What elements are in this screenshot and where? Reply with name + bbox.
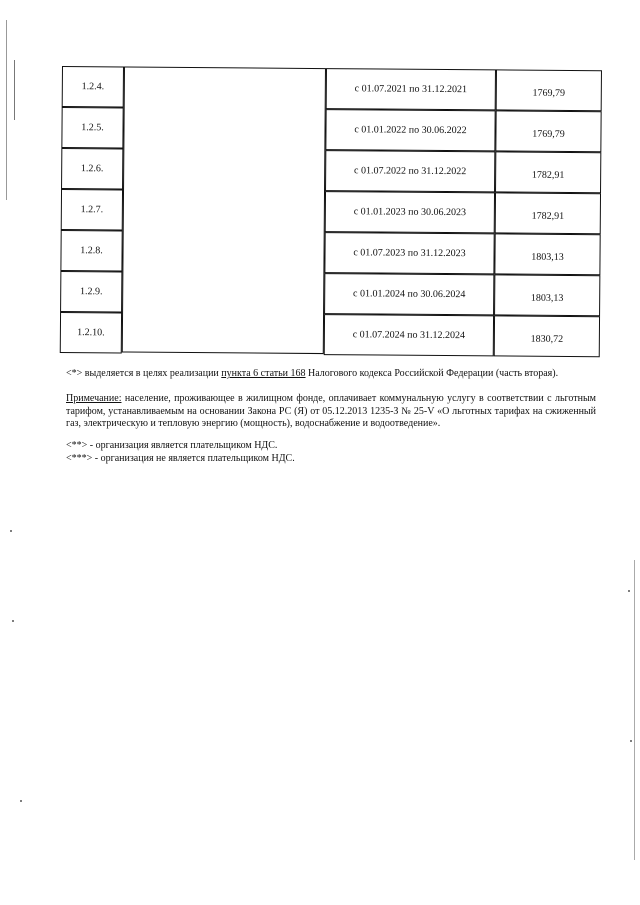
merged-blank-cell bbox=[122, 66, 326, 354]
period-cell: с 01.01.2022 по 30.06.2022 bbox=[325, 109, 495, 151]
row-number-cell: 1.2.8. bbox=[60, 230, 122, 271]
period-cell: с 01.07.2022 по 31.12.2022 bbox=[325, 150, 495, 192]
footnote-text-end: Налогового кодекса Российской Федерации (часть вторая). bbox=[305, 368, 559, 379]
period-cell: с 01.07.2021 по 31.12.2021 bbox=[326, 68, 496, 110]
footnote-text: <*> выделяется в целях реализации bbox=[66, 368, 222, 379]
footnote-not-vat-payer-text: <***> - организация не является плательщиком НДС. bbox=[66, 453, 295, 464]
period-cell: с 01.07.2023 по 31.12.2023 bbox=[324, 232, 494, 274]
scan-artifact bbox=[630, 740, 632, 742]
tariff-value-cell: 1830,72 bbox=[494, 315, 600, 357]
period-cell: с 01.07.2024 по 31.12.2024 bbox=[324, 314, 494, 356]
tariff-value-cell: 1803,13 bbox=[494, 274, 600, 316]
tariff-value-cell: 1803,13 bbox=[494, 233, 600, 275]
row-number-cell: 1.2.7. bbox=[61, 189, 123, 230]
scan-artifact bbox=[634, 560, 635, 860]
period-cell: с 01.01.2023 по 30.06.2023 bbox=[325, 191, 495, 233]
remark-text: население, проживающее в жилищном фонде, оплачивает коммунальную услугу в соответствии с льготным тарифом, устанавливаемым на основании Закона РС (Я) от 05.12.2013 1235-З № 25-V «О льготных тарифах на сжиженный газ, электрическую и тепловую энергию (мощность), водоснабжение и водоотведение». bbox=[66, 393, 596, 429]
row-number-cell: 1.2.10. bbox=[60, 312, 122, 353]
footnote-vat-allocation bbox=[66, 368, 596, 381]
footnote-vat-payer-text: <**> - организация является плательщиком НДС. bbox=[66, 440, 278, 451]
remark-label: Примечание: bbox=[66, 393, 122, 404]
row-number-cell: 1.2.6. bbox=[61, 148, 123, 189]
scan-artifact bbox=[10, 530, 12, 532]
tariff-value-cell: 1769,79 bbox=[496, 69, 602, 111]
scan-artifact bbox=[628, 590, 630, 592]
law-reference-link: пункта 6 статьи 168 bbox=[221, 368, 306, 379]
period-cell: с 01.01.2024 по 30.06.2024 bbox=[324, 273, 494, 315]
row-number-cell: 1.2.5. bbox=[61, 107, 123, 148]
scan-artifact bbox=[6, 20, 7, 200]
row-number-cell: 1.2.4. bbox=[62, 66, 124, 107]
row-number-cell: 1.2.9. bbox=[60, 271, 122, 312]
remark-block bbox=[66, 393, 596, 431]
tariff-value-cell: 1769,79 bbox=[495, 110, 601, 152]
scan-artifact bbox=[12, 620, 14, 622]
footnote-vat-payer bbox=[66, 440, 596, 453]
scan-artifact bbox=[14, 60, 15, 120]
footnote-not-vat-payer bbox=[66, 453, 596, 466]
tariff-table bbox=[60, 66, 602, 358]
tariff-value-cell: 1782,91 bbox=[495, 151, 601, 193]
scan-artifact bbox=[20, 800, 22, 802]
tariff-value-cell: 1782,91 bbox=[495, 192, 601, 234]
